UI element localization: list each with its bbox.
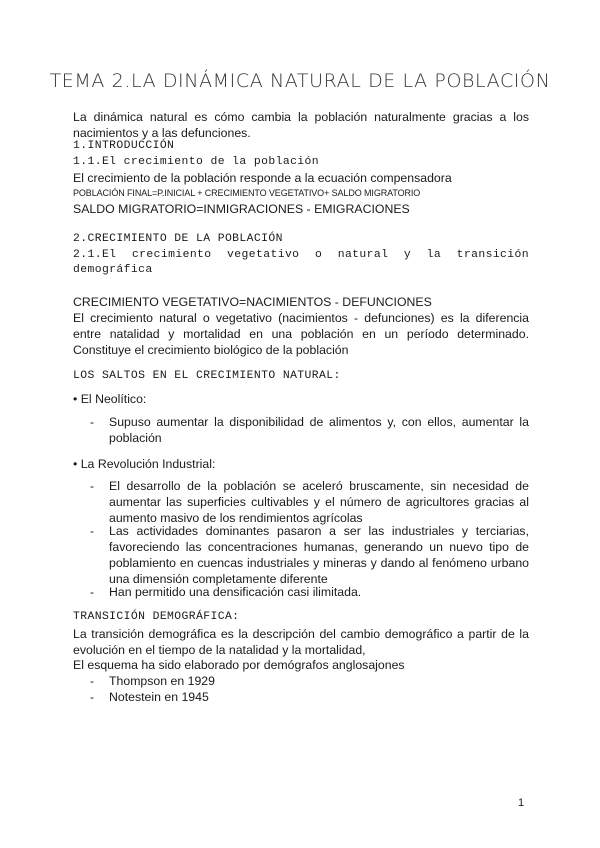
heading-saltos: LOS SALTOS EN EL CRECIMIENTO NATURAL: <box>73 370 341 382</box>
formula-saldo-migratorio: SALDO MIGRATORIO=INMIGRACIONES - EMIGRACIONES <box>73 202 410 216</box>
dash-marker: - <box>90 585 95 599</box>
paragraph-esquema: El esquema ha sido elaborado por demógrafos anglosajones <box>73 658 405 672</box>
dash-marker: - <box>90 479 95 493</box>
list-item-revolucion: Han permitido una densificación casi ilimitada. <box>109 585 362 599</box>
paragraph-transicion: La transición demográfica es la descripción del cambio demográfico a partir de la evolución en el tiempo de la natalidad y la mortalidad, <box>73 627 529 657</box>
page-title: TEMA 2.LA DINÁMICA NATURAL DE LA POBLACIÓN <box>49 70 551 92</box>
paragraph-vegetativo: El crecimiento natural o vegetativo (nacimientos - defunciones) es la diferencia entre natalidad y mortalidad en una población en un período determinado. Constituye el crecimiento biológico de la población <box>73 311 529 357</box>
heading-crecimiento-vegetativo-line1: 2.1.El crecimiento vegetativo o natural y la transición <box>73 249 529 261</box>
bullet-neolitico: • El Neolítico: <box>73 392 147 406</box>
paragraph-ecuacion: El crecimiento de la población responde a la ecuación compensadora <box>73 171 452 185</box>
list-item-autor: Notestein en 1945 <box>109 690 209 704</box>
dash-marker: - <box>90 524 95 538</box>
intro-paragraph: La dinámica natural es cómo cambia la población naturalmente gracias a los nacimientos y a las defunciones. <box>73 110 529 140</box>
page-number: 1 <box>518 797 525 809</box>
dash-marker: - <box>90 674 95 688</box>
heading-introduccion: 1.INTRODUCCIÓN <box>73 140 175 152</box>
list-item-neolitico: Supuso aumentar la disponibilidad de alimentos y, con ellos, aumentar la población <box>109 415 529 445</box>
bullet-revolucion: • La Revolución Industrial: <box>73 457 216 471</box>
heading-crecimiento: 2.CRECIMIENTO DE LA POBLACIÓN <box>73 233 283 245</box>
formula-crecimiento-vegetativo: CRECIMIENTO VEGETATIVO=NACIMIENTOS - DEFUNCIONES <box>73 295 432 309</box>
heading-transicion: TRANSICIÓN DEMOGRÁFICA: <box>73 611 240 623</box>
list-item-revolucion: Las actividades dominantes pasaron a ser las industriales y terciarias, favoreciendo las concentraciones humanas, generando un nuevo tipo de poblamiento en cuencas industriales y mineras y dando al fenómeno urbano una dimensión completamente diferente <box>109 524 529 586</box>
list-item-autor: Thompson en 1929 <box>109 674 215 688</box>
formula-poblacion-final: POBLACIÓN FINAL=P.INICIAL + CRECIMIENTO VEGETATIVO+ SALDO MIGRATORIO <box>73 188 421 198</box>
dash-marker: - <box>90 690 95 704</box>
heading-crecimiento-poblacion: 1.1.El crecimiento de la población <box>73 156 320 168</box>
dash-marker: - <box>90 415 95 429</box>
heading-crecimiento-vegetativo-line2: demográfica <box>73 264 153 276</box>
list-item-revolucion: El desarrollo de la población se aceleró bruscamente, sin necesidad de aumentar las superficies cultivables y el número de agricultores gracias al aumento masivo de los rendimientos agrícolas <box>109 479 529 525</box>
